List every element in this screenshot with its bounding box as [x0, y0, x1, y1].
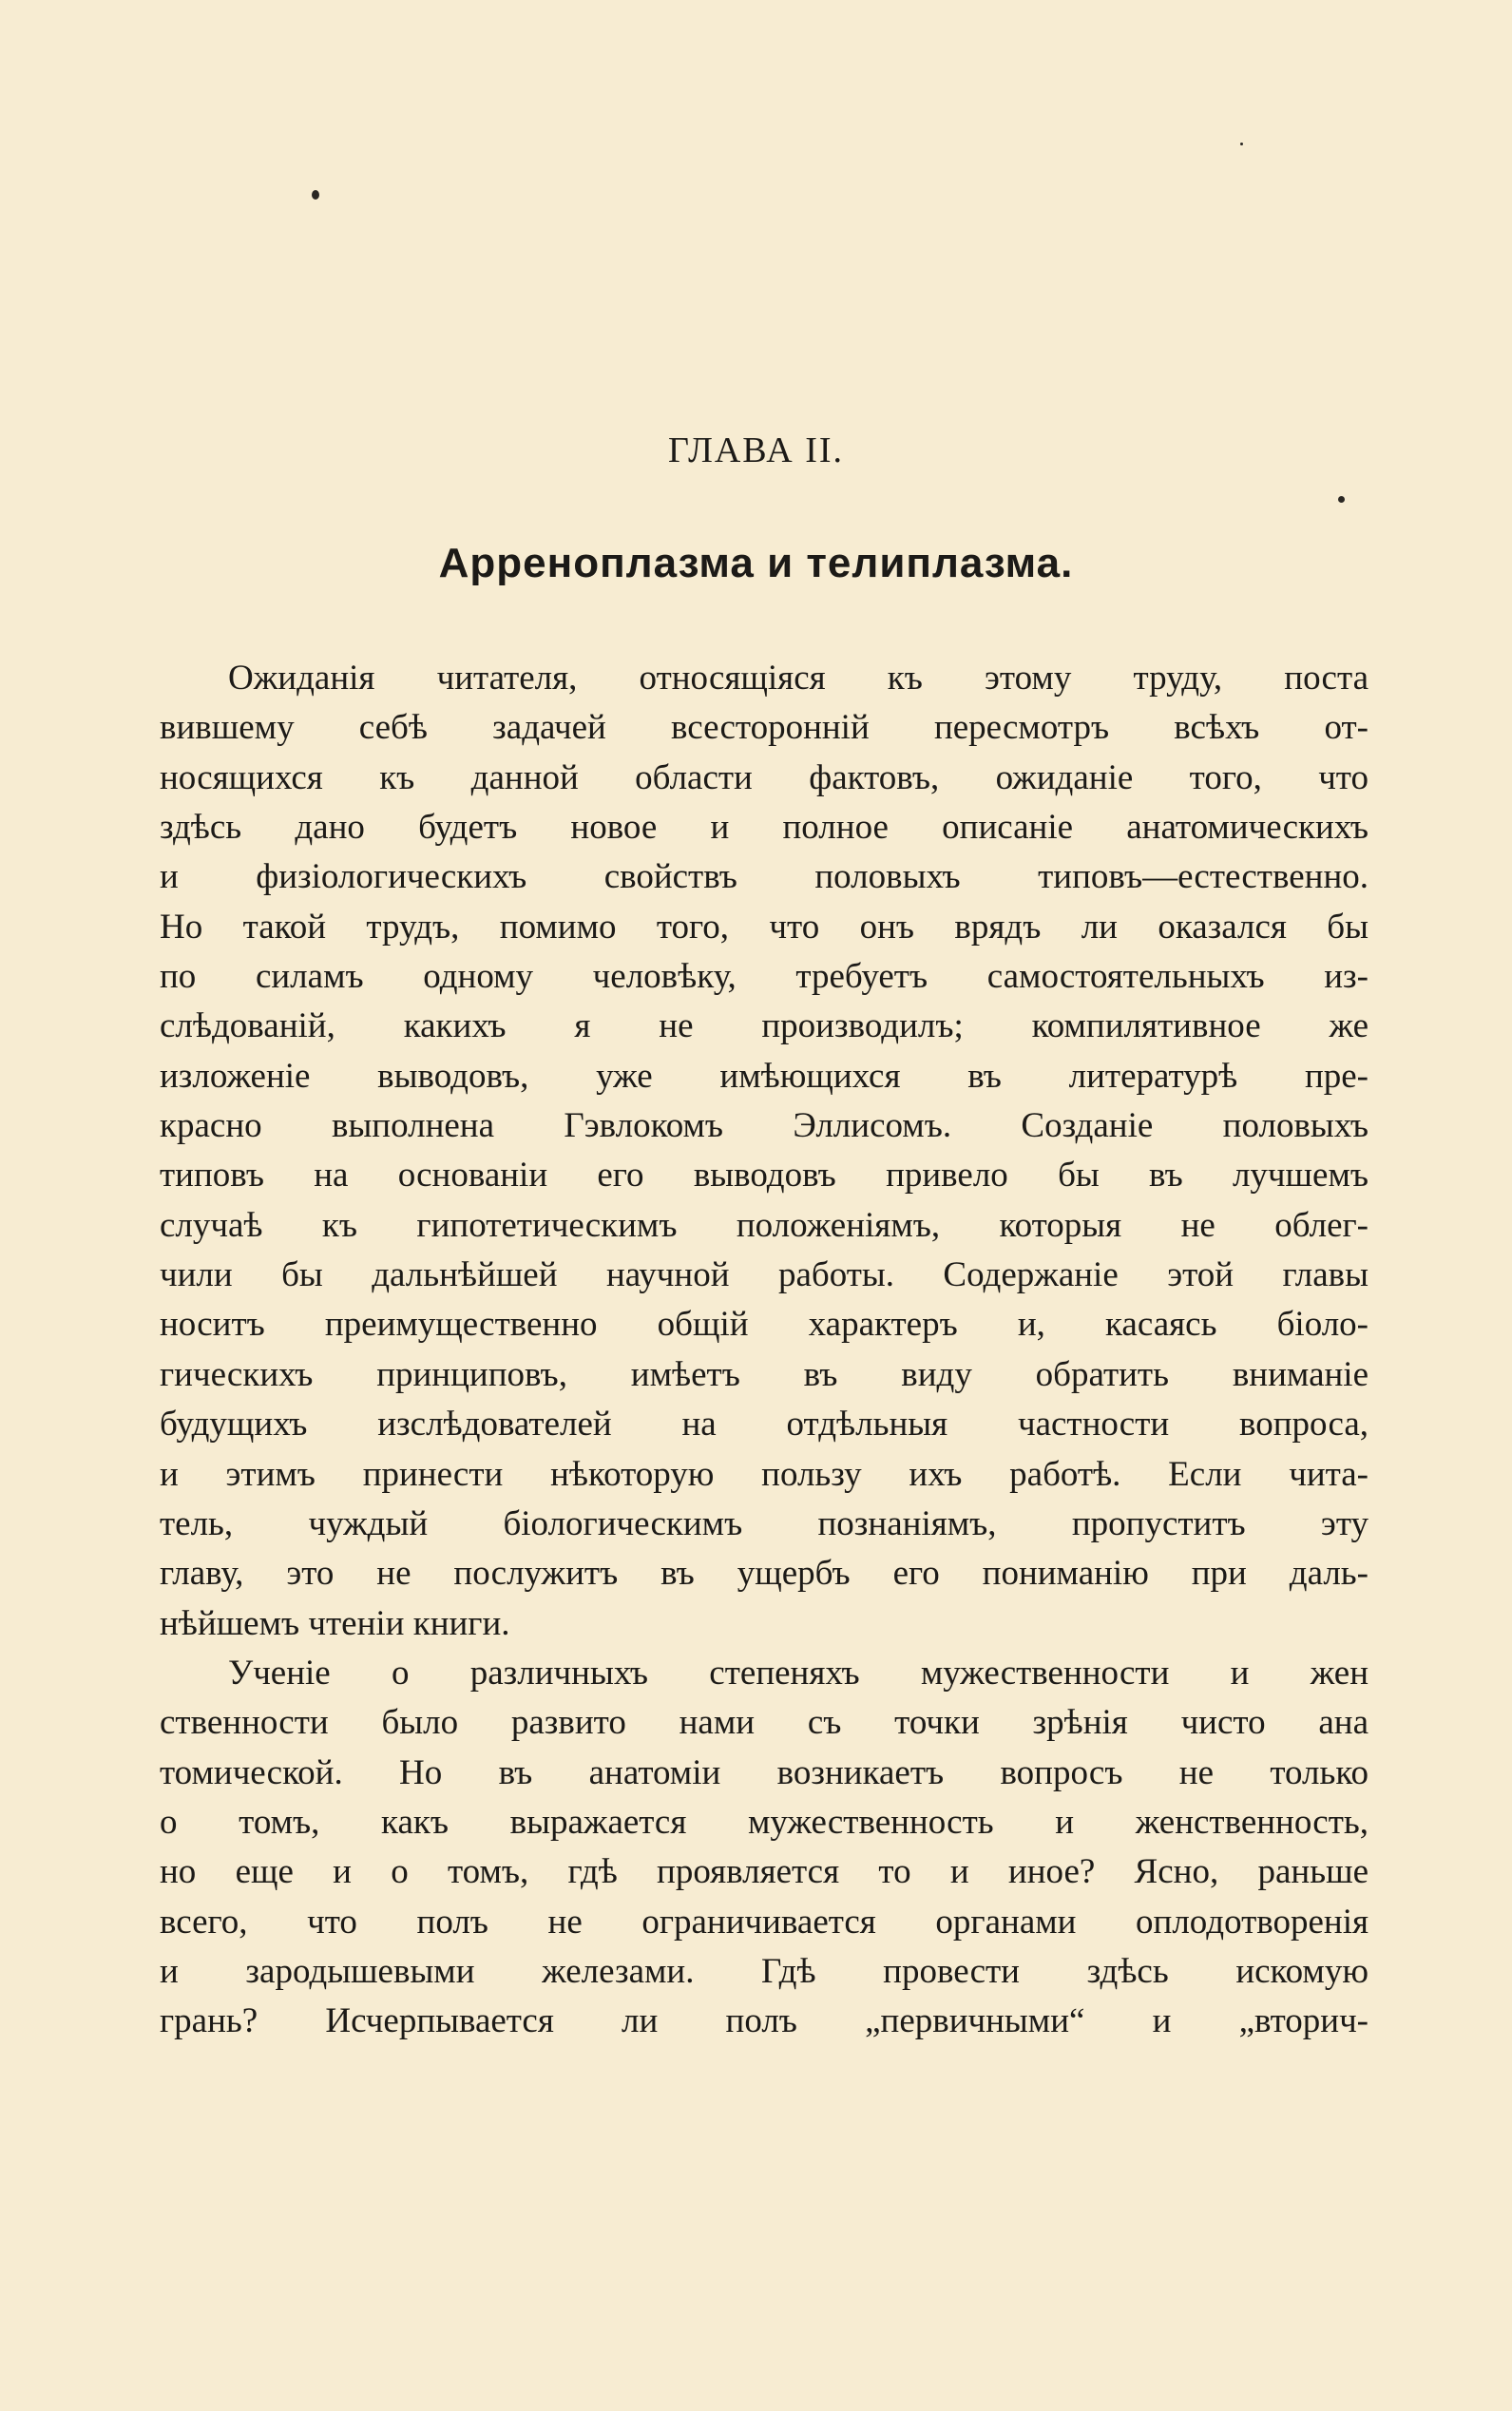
text-line: тель, чуждый біологическимъ познаніямъ, пропуститъ эту — [160, 1503, 1368, 1543]
chapter-heading: ГЛАВА II. — [667, 431, 845, 470]
text-line: нѣйшемъ чтеніи книги. — [160, 1603, 510, 1643]
text-line: слѣдованій, какихъ я не производилъ; компилятивное же — [160, 1006, 1368, 1046]
text-line: томической. Но въ анатоміи возникаетъ вопросъ не только — [160, 1752, 1368, 1792]
chapter-title: Арреноплазма и телиплазма. — [438, 540, 1074, 586]
text-line: здѣсь дано будетъ новое и полное описаніе анатомическихъ — [160, 808, 1368, 848]
text-line: и зародышевыми железами. Гдѣ провести здѣсь искомую — [160, 1951, 1368, 1991]
text-line: и этимъ принести нѣкоторую пользу ихъ работѣ. Если чита- — [160, 1454, 1368, 1494]
text-line: случаѣ къ гипотетическимъ положеніямъ, которыя не облег- — [160, 1205, 1368, 1245]
text-line: носитъ преимущественно общій характеръ и, касаясь біоло- — [160, 1305, 1368, 1345]
text-line: ственности было развито нами съ точки зрѣнія чисто ана — [160, 1703, 1368, 1743]
text-line: грань? Исчерпывается ли полъ „первичными“ и „вторич- — [160, 2001, 1368, 2041]
text-line: будущихъ изслѣдователей на отдѣльныя частности вопроса, — [160, 1405, 1368, 1445]
text-line: вившему себѣ задачей всесторонній пересмотръ всѣхъ от- — [160, 708, 1368, 748]
text-line: главу, это не послужитъ въ ущербъ его пониманію при даль- — [160, 1554, 1368, 1594]
text-line: чили бы дальнѣйшей научной работы. Содержаніе этой главы — [160, 1255, 1368, 1295]
text-line: Ожиданія читателя, относящіяся къ этому труду, поста — [228, 659, 1368, 698]
text-line: по силамъ одному человѣку, требуетъ самостоятельныхъ из- — [160, 957, 1368, 997]
text-line: но еще и о томъ, гдѣ проявляется то и иное? Ясно, раньше — [160, 1852, 1368, 1892]
ink-speck — [1240, 143, 1243, 145]
text-line: гическихъ принциповъ, имѣетъ въ виду обратить вниманіе — [160, 1354, 1368, 1394]
text-line: носящихся къ данной области фактовъ, ожиданіе того, что — [160, 757, 1368, 797]
text-line: типовъ на основаніи его выводовъ привело бы въ лучшемъ — [160, 1156, 1368, 1196]
chapter-body — [160, 654, 1368, 2047]
text-line: Но такой трудъ, помимо того, что онъ врядъ ли оказался бы — [160, 907, 1368, 947]
ink-speck — [312, 190, 319, 200]
text-line: красно выполнена Гэвлокомъ Эллисомъ. Созданіе половыхъ — [160, 1106, 1368, 1146]
text-line: изложеніе выводовъ, уже имѣющихся въ литературѣ пре- — [160, 1056, 1368, 1096]
ink-speck — [1338, 496, 1345, 503]
text-line: Ученіе о различныхъ степеняхъ мужественности и жен — [228, 1653, 1368, 1693]
text-line: всего, что полъ не ограничивается органами оплодотворенія — [160, 1902, 1368, 1942]
text-line: и физіологическихъ свойствъ половыхъ типовъ—естественно. — [160, 857, 1368, 897]
text-line: о томъ, какъ выражается мужественность и женственность, — [160, 1802, 1368, 1842]
